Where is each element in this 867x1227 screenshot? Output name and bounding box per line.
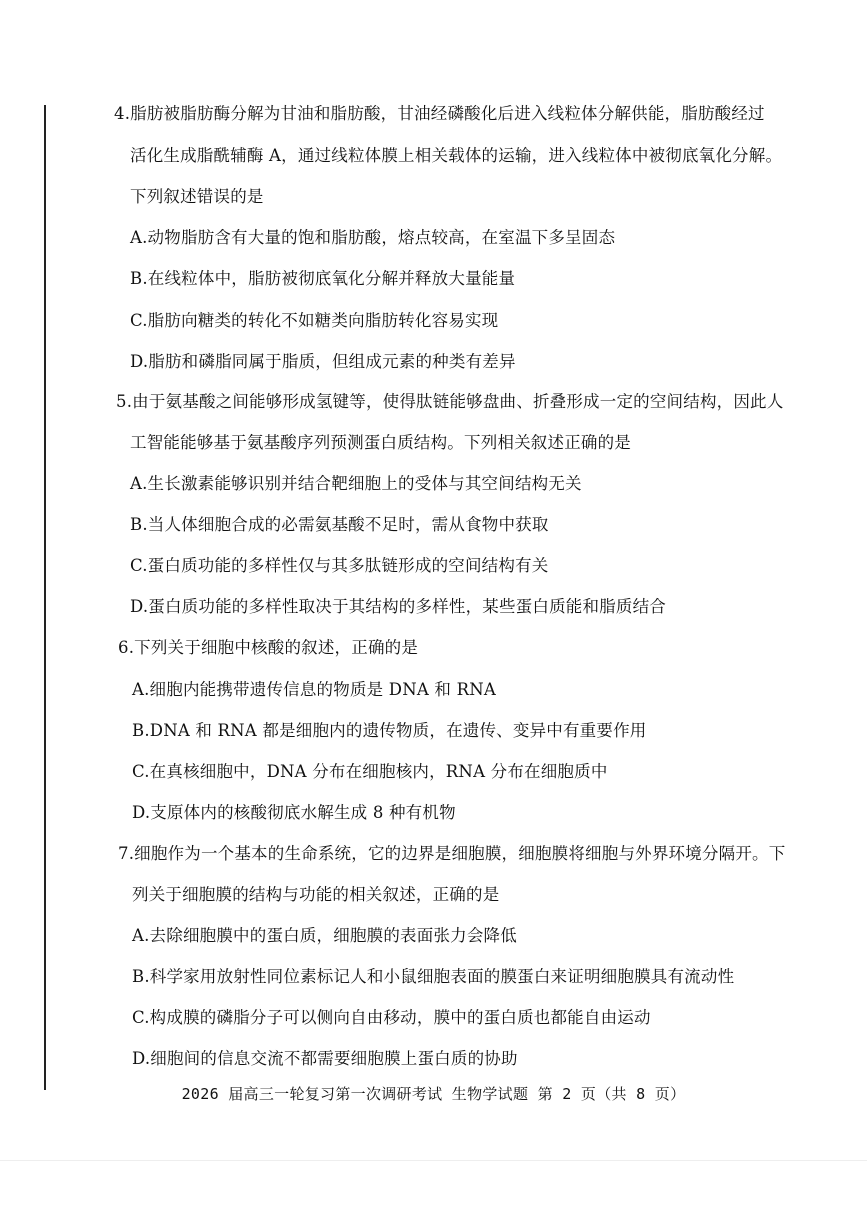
q7-option-c: C.构成膜的磷脂分子可以侧向自由移动，膜中的蛋白质也都能自由运动 xyxy=(132,1008,651,1027)
q7-stem-line-2: 列关于细胞膜的结构与功能的相关叙述，正确的是 xyxy=(132,885,500,904)
q7-option-a: A.去除细胞膜中的蛋白质，细胞膜的表面张力会降低 xyxy=(132,926,517,945)
q7-option-d: D.细胞间的信息交流不都需要细胞膜上蛋白质的协助 xyxy=(132,1049,518,1068)
q5-stem-line-1: 5.由于氨基酸之间能够形成氢键等，使得肽链能够盘曲、折叠形成一定的空间结构，因此人 xyxy=(116,392,784,411)
q4-stem-line-2: 活化生成脂酰辅酶 A，通过线粒体膜上相关载体的运输，进入线粒体中被彻底氧化分解。 xyxy=(130,146,783,165)
q4-option-d: D.脂肪和磷脂同属于脂质，但组成元素的种类有差异 xyxy=(130,352,516,371)
q4-option-b: B.在线粒体中，脂肪被彻底氧化分解并释放大量能量 xyxy=(130,269,516,288)
q7-option-b: B.科学家用放射性同位素标记人和小鼠细胞表面的膜蛋白来证明细胞膜具有流动性 xyxy=(132,967,735,986)
scan-edge xyxy=(0,1160,867,1161)
q4-option-a: A.动物脂肪含有大量的饱和脂肪酸，熔点较高，在室温下多呈固态 xyxy=(130,228,616,247)
q4-option-c: C.脂肪向糖类的转化不如糖类向脂肪转化容易实现 xyxy=(130,311,499,330)
q4-stem-line-1: 4.脂肪被脂肪酶分解为甘油和脂肪酸，甘油经磷酸化后进入线粒体分解供能，脂肪酸经过 xyxy=(114,104,765,123)
page-footer: 2026 届高三一轮复习第一次调研考试 生物学试题 第 2 页（共 8 页） xyxy=(181,1085,686,1103)
q5-option-b: B.当人体细胞合成的必需氨基酸不足时，需从食物中获取 xyxy=(130,515,549,534)
q6-option-a: A.细胞内能携带遗传信息的物质是 DNA 和 RNA xyxy=(132,680,496,699)
q6-option-c: C.在真核细胞中，DNA 分布在细胞核内，RNA 分布在细胞质中 xyxy=(132,762,608,781)
q5-option-d: D.蛋白质功能的多样性取决于其结构的多样性，某些蛋白质能和脂质结合 xyxy=(130,597,666,616)
q6-option-b: B.DNA 和 RNA 都是细胞内的遗传物质，在遗传、变异中有重要作用 xyxy=(132,721,647,740)
q4-stem-line-3: 下列叙述错误的是 xyxy=(130,187,264,206)
q5-option-c: C.蛋白质功能的多样性仅与其多肽链形成的空间结构有关 xyxy=(130,556,549,575)
q7-stem-line-1: 7.细胞作为一个基本的生命系统，它的边界是细胞膜，细胞膜将细胞与外界环境分隔开。下 xyxy=(118,844,786,863)
q5-option-a: A.生长激素能够识别并结合靶细胞上的受体与其空间结构无关 xyxy=(130,474,582,493)
q6-stem-line-1: 6.下列关于细胞中核酸的叙述，正确的是 xyxy=(118,638,419,657)
q6-option-d: D.支原体内的核酸彻底水解生成 8 种有机物 xyxy=(132,803,456,822)
q5-stem-line-2: 工智能能够基于氨基酸序列预测蛋白质结构。下列相关叙述正确的是 xyxy=(130,433,631,452)
